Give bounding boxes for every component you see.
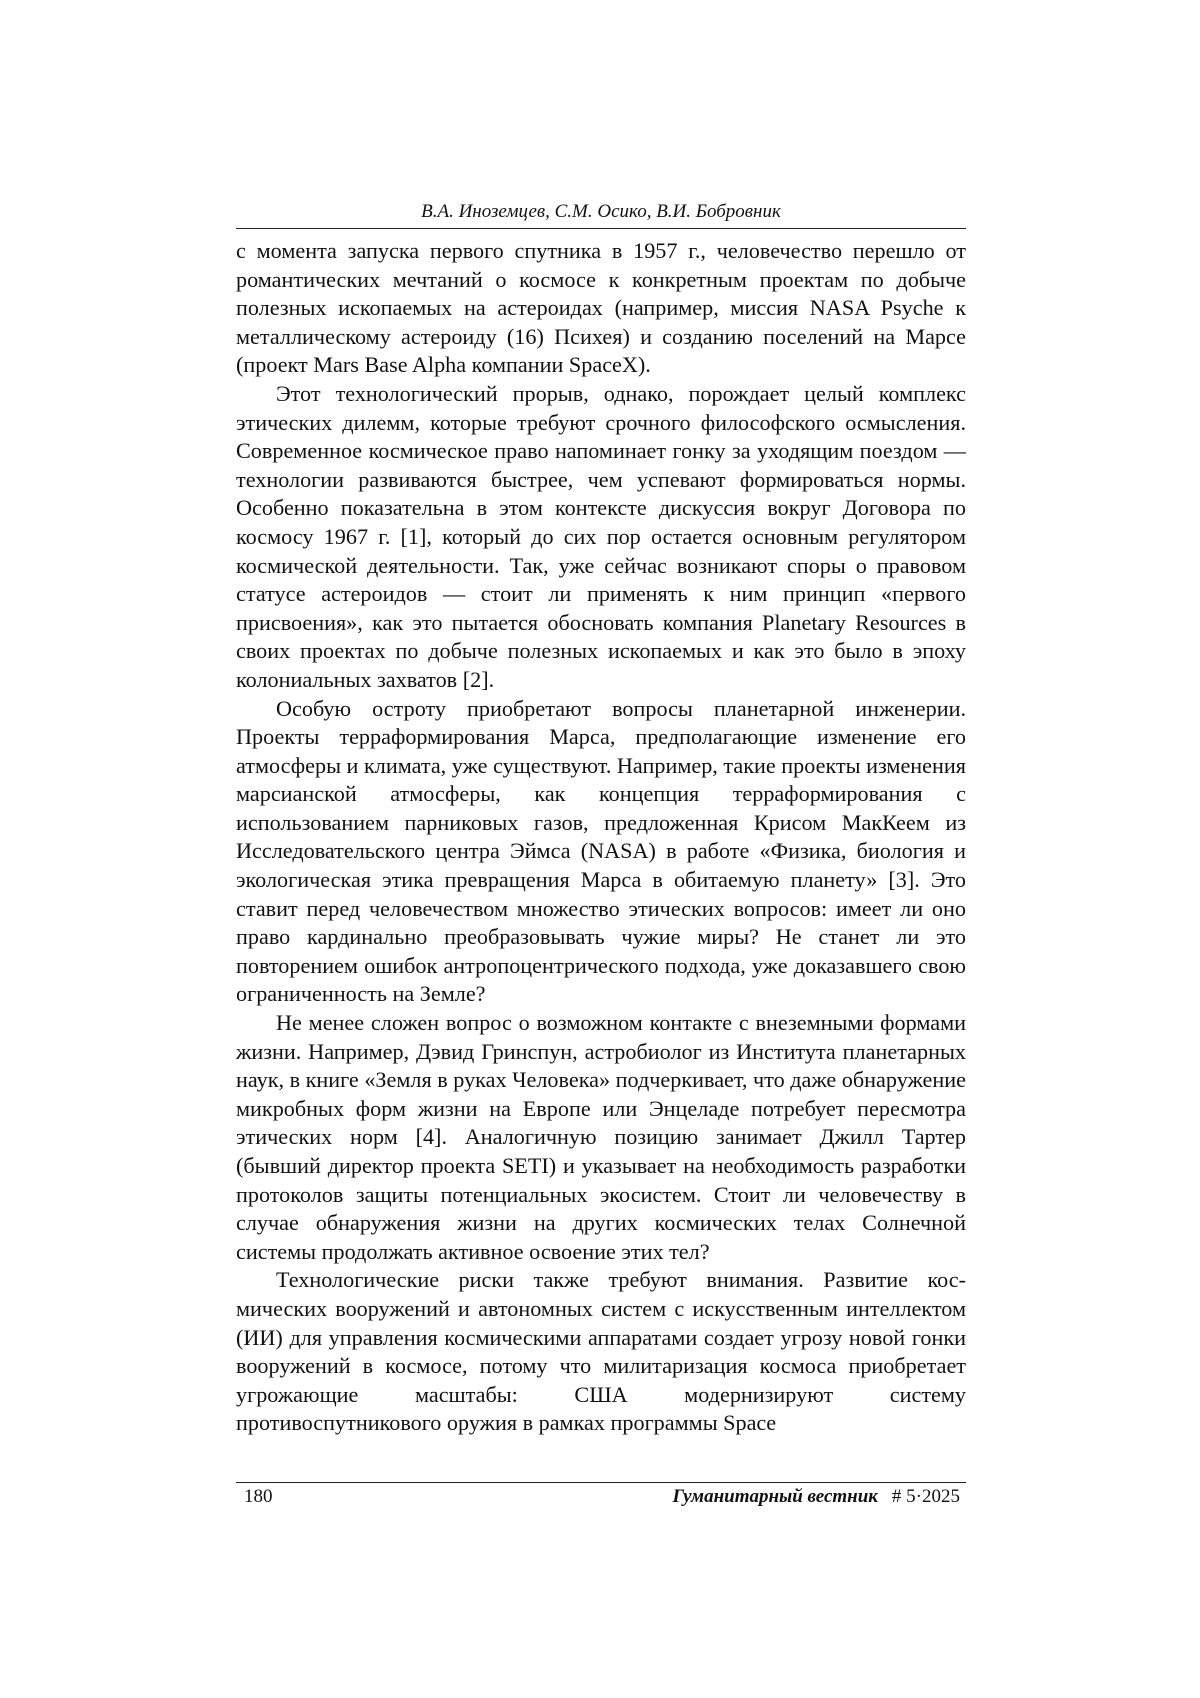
journal-info <box>672 1485 966 1509</box>
paragraph-3: Особую остроту приобретают вопросы планетарной инженерии. Проекты терраформирования Марса, предполагающие изменение его атмосферы и климата, уже существуют. Например, такие проекты изменения марсианской атмосферы, как концепция терраформирования с использованием парниковых газов, предложенная Крисом МакКеем из Исследовательского центра Эймса (NASA) в работе «Физика, биология и экологическая этика превращения Марса в обитаемую планету» [3]. Это ставит перед человечеством множество этических вопросов: имеет ли оно право кардинально преобразовывать чужие миры? Не станет ли это повторением ошибок антропоцентрического подхода, уже доказавшего свою ограниченность на Земле? <box>236 695 966 1007</box>
article-body <box>236 237 966 1438</box>
paragraph-5: Технологические риски также требуют внимания. Развитие космических вооружений и автономных систем с искусственным интеллектом (ИИ) для управления космическими аппаратами создает угрозу новой гонки вооружений в космосе, потому что милитаризация космоса приобретает угрожающие масштабы: США модернизируют систему противоспутникового оружия в рамках программы Space <box>236 1267 966 1436</box>
journal-title: Гуманитарный вестник <box>672 1486 878 1507</box>
page-number: 180 <box>244 1486 273 1507</box>
running-head-authors: В.А. Иноземцев, С.М. Осико, В.И. Бобровник <box>236 200 966 229</box>
page <box>236 200 966 1438</box>
journal-issue: # 5·2025 <box>891 1486 960 1507</box>
paragraph-1: с момента запуска первого спутника в 1957 г., человечество перешло от романтических мечтаний о космосе к конкретным проектам по добыче полезных ископаемых на астероидах (например, миссия NASA Psyche к металлическому астероиду (16) Психея) и созданию поселений на Марсе (проект Mars Base Alpha компании SpaceX). <box>236 238 966 378</box>
paragraph-4: Не менее сложен вопрос о возможном контакте с внеземными формами жизни. Например, Дэвид Гринспун, астробиолог из Института планетарных наук, в книге «Земля в руках Человека» подчеркивает, что даже обнаружение микробных форм жизни на Европе или Энцеладе потребует пересмотра этических норм [4]. Аналогичную позицию занимает Джилл Тартер (бывший директор проекта SETI) и указывает на необходимость разработки протоколов защиты потенциальных экосистем. Стоит ли человечеству в случае обнаружения жизни на других космических телах Солнечной системы продолжать активное освоение этих тел? <box>236 1010 966 1264</box>
page-footer <box>236 1482 966 1509</box>
paragraph-2: Этот технологический прорыв, однако, порождает целый комплекс этических дилемм, которые требуют срочного философского осмысления. Современное космическое право напоминает гонку за уходящим поездом — технологии развиваются быстрее, чем успевают формироваться нормы. Особенно показательна в этом контексте дискуссия вокруг Договора по космосу 1967 г. [1], который до сих пор остается основным регулятором космической деятельности. Так, уже сейчас возникают споры о правовом статусе астероидов — стоит ли применять к ним принцип «первого присвоения», как это пытается обосновать компания Planetary Resources в своих проектах по добыче полезных ископаемых и как это было в эпоху колониальных захватов [2]. <box>236 380 966 692</box>
